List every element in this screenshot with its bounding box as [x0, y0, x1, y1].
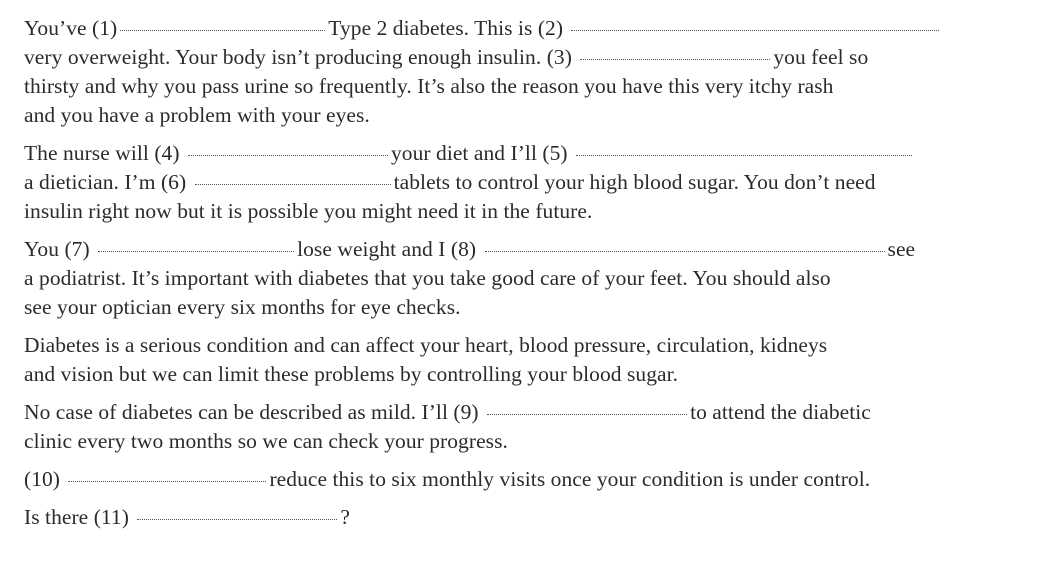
paragraph-4 [24, 331, 1024, 389]
exercise-text [24, 14, 1024, 541]
text-segment: clinic every two months so we can check your progress. [24, 429, 508, 453]
answer-blank-11[interactable] [137, 518, 337, 520]
text-segment: thirsty and why you pass urine so frequently. It’s also the reason you have this very itchy rash [24, 74, 834, 98]
text-line [24, 293, 1024, 322]
text-line [24, 101, 1024, 130]
text-segment: No case of diabetes can be described as mild. I’ll (9) [24, 400, 479, 424]
text-segment: You (7) [24, 237, 90, 261]
text-segment: to attend the diabetic [690, 400, 871, 424]
answer-blank-5[interactable] [576, 154, 912, 156]
answer-blank-8[interactable] [485, 250, 885, 252]
text-line [24, 72, 1024, 101]
text-segment: Type 2 diabetes. This is (2) [328, 16, 564, 40]
text-segment: lose weight and I (8) [297, 237, 477, 261]
text-segment: a podiatrist. It’s important with diabetes that you take good care of your feet. You should also [24, 266, 831, 290]
text-line [24, 235, 1024, 264]
text-segment: insulin right now but it is possible you might need it in the future. [24, 199, 593, 223]
text-segment: Is there (11) [24, 505, 129, 529]
text-segment: see [887, 237, 916, 261]
text-segment: your diet and I’ll (5) [390, 141, 568, 165]
text-line [24, 14, 1024, 43]
answer-blank-4[interactable] [188, 154, 388, 156]
text-line [24, 168, 1024, 197]
text-segment: reduce this to six monthly visits once your condition is under control. [269, 467, 871, 491]
answer-blank-7[interactable] [98, 250, 294, 252]
text-line [24, 503, 1024, 532]
paragraph-3 [24, 235, 1024, 322]
answer-blank-3[interactable] [580, 58, 770, 60]
answer-blank-10[interactable] [68, 480, 266, 482]
text-line [24, 331, 1024, 360]
answer-blank-6[interactable] [195, 183, 391, 185]
text-segment: you feel so [773, 45, 869, 69]
text-segment: see your optician every six months for eye checks. [24, 295, 461, 319]
answer-blank-2[interactable] [571, 29, 939, 31]
text-line [24, 197, 1024, 226]
text-line [24, 360, 1024, 389]
answer-blank-1[interactable] [120, 29, 325, 31]
paragraph-5 [24, 398, 1024, 456]
text-segment: and you have a problem with your eyes. [24, 103, 370, 127]
text-segment: a dietician. I’m (6) [24, 170, 187, 194]
answer-blank-9[interactable] [487, 413, 687, 415]
text-segment: Diabetes is a serious condition and can affect your heart, blood pressure, circulation, kidneys [24, 333, 828, 357]
text-segment: You’ve (1) [24, 16, 118, 40]
text-segment: and vision but we can limit these problems by controlling your blood sugar. [24, 362, 679, 386]
text-line [24, 139, 1024, 168]
text-line [24, 43, 1024, 72]
text-line [24, 427, 1024, 456]
text-line [24, 465, 1024, 494]
paragraph-1 [24, 14, 1024, 130]
text-segment: (10) [24, 467, 61, 491]
text-segment: The nurse will (4) [24, 141, 180, 165]
text-segment: ? [340, 505, 350, 529]
text-line [24, 398, 1024, 427]
paragraph-2 [24, 139, 1024, 226]
text-segment: very overweight. Your body isn’t producing enough insulin. (3) [24, 45, 572, 69]
paragraph-7 [24, 503, 1024, 532]
paragraph-6 [24, 465, 1024, 494]
text-segment: tablets to control your high blood sugar. You don’t need [393, 170, 876, 194]
text-line [24, 264, 1024, 293]
